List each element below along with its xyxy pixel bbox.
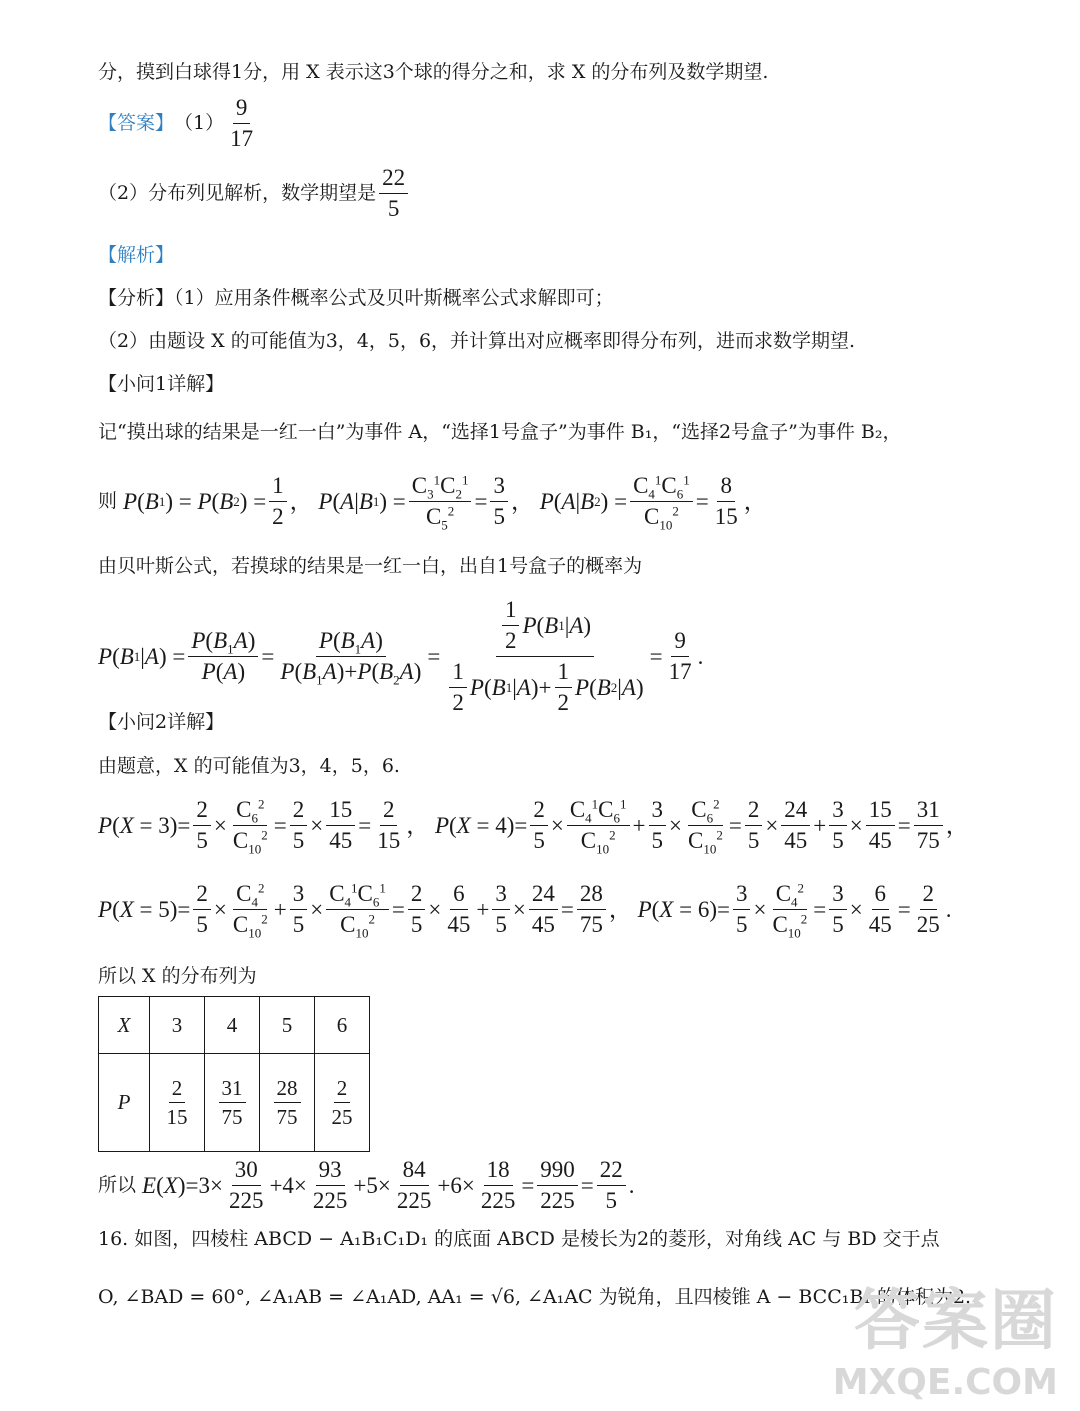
problem-continuation-text: 分，摸到白球得1分，用 X 表示这3个球的得分之和，求 X 的分布列及数学期望. — [98, 61, 769, 83]
bayes-intro-text: 由贝叶斯公式，若摸球的结果是一红一白，出自1号盒子的概率为 — [98, 555, 643, 577]
answer-1-numerator: 9 — [233, 96, 251, 124]
question-16-line-1: 16. 如图，四棱柱 ABCD − A₁B₁C₁D₁ 的底面 ABCD 是棱长为2的菱形，对角线 AC 与 BD 交于点 — [98, 1228, 940, 1250]
probability-x5-x6-formula: P ( X = 5)= $\frac{2}{5}$ × $\frac{C_4^2}{C_{10}^2}$ + $\frac{3}{5}$ × $\frac{C_4^1C_6^1}{C_{10}^2}$ = $\frac{2}{5}$ × $\frac{6}{45}$ + $\frac{3}{5}$ × $\frac{24}{45}$ = $\frac{28}{75}$ ， P ( X = 6)= $\frac{3}{5}$ × $\frac{C_4^2}{C_{10}^2}$ = $\frac{3}{5}$ × $\frac{6}{45}$ = $\frac{2}{25}$ . — [98, 880, 952, 941]
table-cell: $\frac{31}{75}$ — [205, 1054, 260, 1152]
subquestion-2-heading: 【小问2详解】 — [98, 711, 225, 733]
jiexi-heading: 【解析】 — [98, 244, 175, 266]
x-values-text: 由题意，X 的可能值为3，4，5，6. — [98, 755, 400, 777]
watermark-logo — [833, 1267, 1058, 1403]
expectation-formula: 所以 E ( X )=3× $\frac{30}{225}$ +4× $\frac{93}{225}$ +5× $\frac{84}{225}$ +6× $\frac{18}{225}$ = $\frac{990}{225}$ = $\frac{22}{5}$ . — [98, 1157, 635, 1214]
table-cell: $\frac{28}{75}$ — [260, 1054, 315, 1152]
subquestion-1-heading: 【小问1详解】 — [98, 373, 225, 395]
probability-x3-x4-formula: P ( X = 3)= $\frac{2}{5}$ × $\frac{C_6^2}{C_{10}^2}$ = $\frac{2}{5}$ × $\frac{15}{45}$ = $\frac{2}{15}$ ， P ( X = 4)= $\frac{2}{5}$ × $\frac{C_4^1C_6^1}{C_{10}^2}$ + $\frac{3}{5}$ × $\frac{C_6^2}{C_{10}^2}$ = $\frac{2}{5}$ × $\frac{24}{45}$ + $\frac{3}{5}$ × $\frac{15}{45}$ = $\frac{31}{75}$ ， — [98, 796, 969, 857]
distribution-table — [98, 996, 370, 1152]
question-16-line-2: O, ∠BAD = 60°, ∠A₁AB = ∠A₁AD, AA₁ = √6, ∠A₁AC 为锐角，且四棱锥 A − BCC₁B₁ 的体积为2. — [98, 1286, 972, 1308]
table-cell: $\frac{2}{25}$ — [315, 1054, 370, 1152]
event-definition-text: 记“摸出球的结果是一红一白”为事件 A，“选择1号盒子”为事件 B₁，“选择2号盒子”为事件 B₂， — [98, 421, 902, 443]
distribution-intro-text: 所以 X 的分布列为 — [98, 965, 257, 987]
bayes-formula: P ( B 1 | A ) = $\frac{P(B_1A)}{P(A)}$ = $\frac{P(B_1A)}{P(B_1A)+P(B_2A)}$ = $\frac{1}{2}$ P ( B 1 | A ) $\frac{1}{2}$ P ( B 1 | A )+ $\frac{1}{2}$ P ( B 2 | A ) = $\frac{9}{17}$ . — [98, 597, 704, 716]
answer-1-fraction — [227, 96, 256, 151]
table-header-cell: 5 — [260, 997, 315, 1054]
conditional-probability-formula: 则 P ( B 1 ) = P ( B 2 ) = $\frac{1}{2}$ ， P ( A | B 1 ) = $\frac{C_3^1C_2^1}{C_5^2}$ = $\frac{3}{5}$ ， P ( A | B 2 ) = $\frac{C_4^1C_6^1}{C_{10}^2}$ = $\frac{8}{15}$ ， — [98, 472, 767, 533]
fenxi-line-2: （2）由题设 X 的可能值为3，4，5，6，并计算出对应概率即得分布列，进而求数学期望. — [98, 330, 856, 352]
table-header-cell: X — [99, 997, 150, 1054]
table-cell-p-label: P — [99, 1054, 150, 1152]
fenxi-line-1: 【分析】（1）应用条件概率公式及贝叶斯概率公式求解即可； — [98, 287, 614, 309]
answer-1-line — [98, 96, 259, 151]
answer-2-denominator: 5 — [387, 196, 400, 222]
watermark-text-a: 答案圈 — [854, 1282, 1058, 1359]
answer-1-denominator: 17 — [230, 126, 254, 152]
watermark-text-b: MXQE.COM — [832, 1362, 1058, 1403]
answer-2-prefix: （2）分布列见解析，数学期望是 — [98, 182, 377, 205]
answer-2-numerator: 22 — [379, 166, 408, 194]
table-row — [99, 997, 370, 1054]
table-header-cell: 6 — [315, 997, 370, 1054]
table-row — [99, 1054, 370, 1152]
table-header-cell: 4 — [205, 997, 260, 1054]
table-cell: $\frac{2}{15}$ — [150, 1054, 205, 1152]
answer-2-fraction — [379, 166, 408, 221]
table-header-cell: 3 — [150, 997, 205, 1054]
answer-tag: 【答案】 — [98, 112, 175, 135]
answer-1-prefix: （1） — [174, 112, 225, 135]
answer-2-line — [98, 166, 411, 221]
